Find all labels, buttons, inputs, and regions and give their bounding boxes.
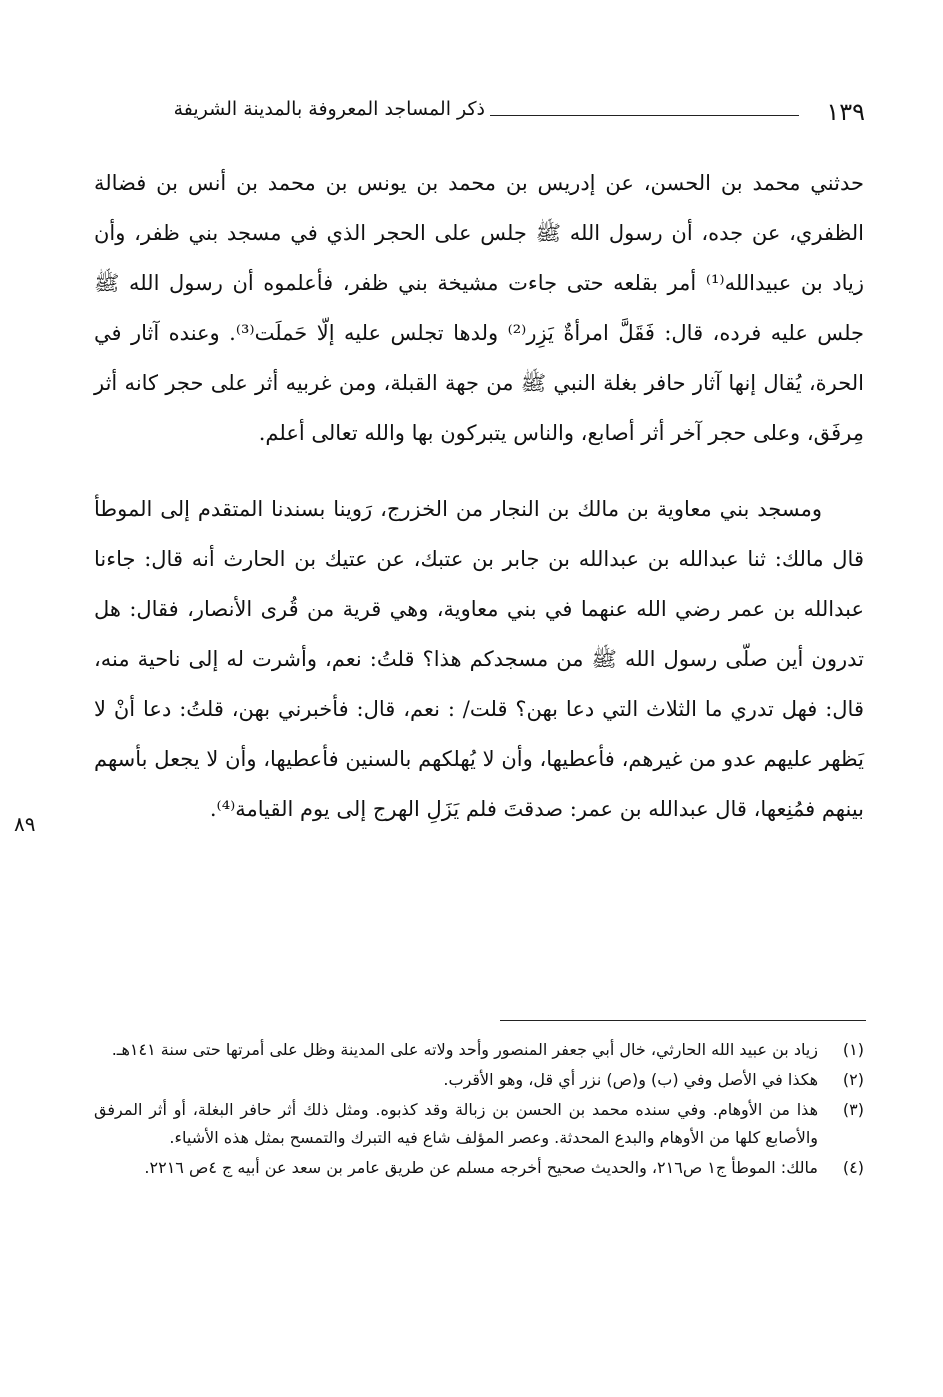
footnote-number: (٢) bbox=[842, 1070, 864, 1089]
footnote bbox=[94, 1096, 864, 1152]
footnote-text: زياد بن عبيد الله الحارثي، خال أبي جعفر المنصور وأحد ولاته على المدينة وظل على أمرتها حتى سنة ١٤١هـ. bbox=[111, 1040, 818, 1059]
footnote bbox=[94, 1036, 864, 1064]
footnote-text: هكذا في الأصل وفي (ب) و(ص) نزر أي قل، وهو الأقرب. bbox=[443, 1070, 818, 1089]
footnotes bbox=[94, 1036, 864, 1184]
page-number: ١٣٩ bbox=[826, 98, 865, 126]
footnote-text: هذا من الأوهام. وفي سنده محمد بن الحسن بن زبالة وقد كذبوه. ومثل ذلك أثر حافر البغلة، أو أثر المرفق والأصابع كلها من الأوهام والبدع المحدثة. وعصر المؤلف شاع فيه التبرك والتمسح بمثل هذه الأشياء. bbox=[94, 1100, 818, 1147]
footnote-number: (١) bbox=[842, 1040, 864, 1059]
footnote-number: (٤) bbox=[842, 1158, 864, 1177]
paragraph: حدثني محمد بن الحسن، عن إدريس بن محمد بن يونس بن محمد بن أنس بن فضالة الظفري، عن جده، أن رسول الله ﷺ جلس على الحجر الذي في مسجد بني ظفر، وأن زياد بن عبيدالله⁽¹⁾ أمر بقلعه حتى جاءت مشيخة بني ظفر، فأعلموه أن رسول الله ﷺ جلس عليه فرده، قال: فَقَلَّ امرأةٌ يَزِر⁽²⁾ ولدها تجلس عليه إلّا حَملَت⁽³⁾. وعنده آثار في الحرة، يُقال إنها آثار حافر بغلة النبي ﷺ من جهة القبلة، ومن غربيه أثر على حجر كانه أثر مِرفَق، وعلى حجر آخر أثر أصابع، والناس يتبركون بها والله تعالى أعلم. bbox=[94, 171, 865, 445]
footnote bbox=[94, 1154, 864, 1182]
footnote-text: مالك: الموطأ ج١ ص٢١٦، والحديث صحيح أخرجه مسلم عن طريق عامر بن سعد عن أبيه ج ٤ص ٢٢١٦. bbox=[144, 1158, 818, 1177]
footnote-rule bbox=[500, 1020, 866, 1021]
footnote-number: (٣) bbox=[842, 1100, 864, 1119]
manuscript-folio-note: ٨٩ bbox=[14, 812, 36, 836]
header-rule bbox=[490, 115, 799, 116]
running-title: ذكر المساجد المعروفة بالمدينة الشريفة bbox=[173, 98, 485, 120]
paragraph: ومسجد بني معاوية بن مالك بن النجار من الخزرج، رَوينا بسندنا المتقدم إلى الموطأ قال مالك: ثنا عبدالله بن عبدالله بن جابر بن عتبك، عن عتيك بن الحارث أنه قال: جاءنا عبدالله بن عمر رضي الله عنهما في بني معاوية، وهي قرية من قُرى الأنصار، فقال: هل تدرون أين صلّى رسول الله ﷺ من مسجدكم هذا؟ قلتُ: نعم، وأشرت له إلى ناحية منه، قال: فهل تدري ما الثلاث التي دعا بهن؟ قلت/ : نعم، قال: فأخبرني بهن، قلتُ: دعا أنْ لا يَظهر عليهم عدو من غيرهم، فأعطيها، وأن لا يُهلكهم بالسنين فأعطيها، وأن لا يجعل بأسهم بينهم فمُنِعها، قال عبدالله بن عمر: صدقتَ فلم يَزَلِ الهرج إلى يوم القيامة⁽⁴⁾. bbox=[94, 497, 864, 821]
main-text bbox=[94, 158, 864, 834]
page-header bbox=[95, 98, 865, 128]
footnote bbox=[94, 1066, 864, 1094]
